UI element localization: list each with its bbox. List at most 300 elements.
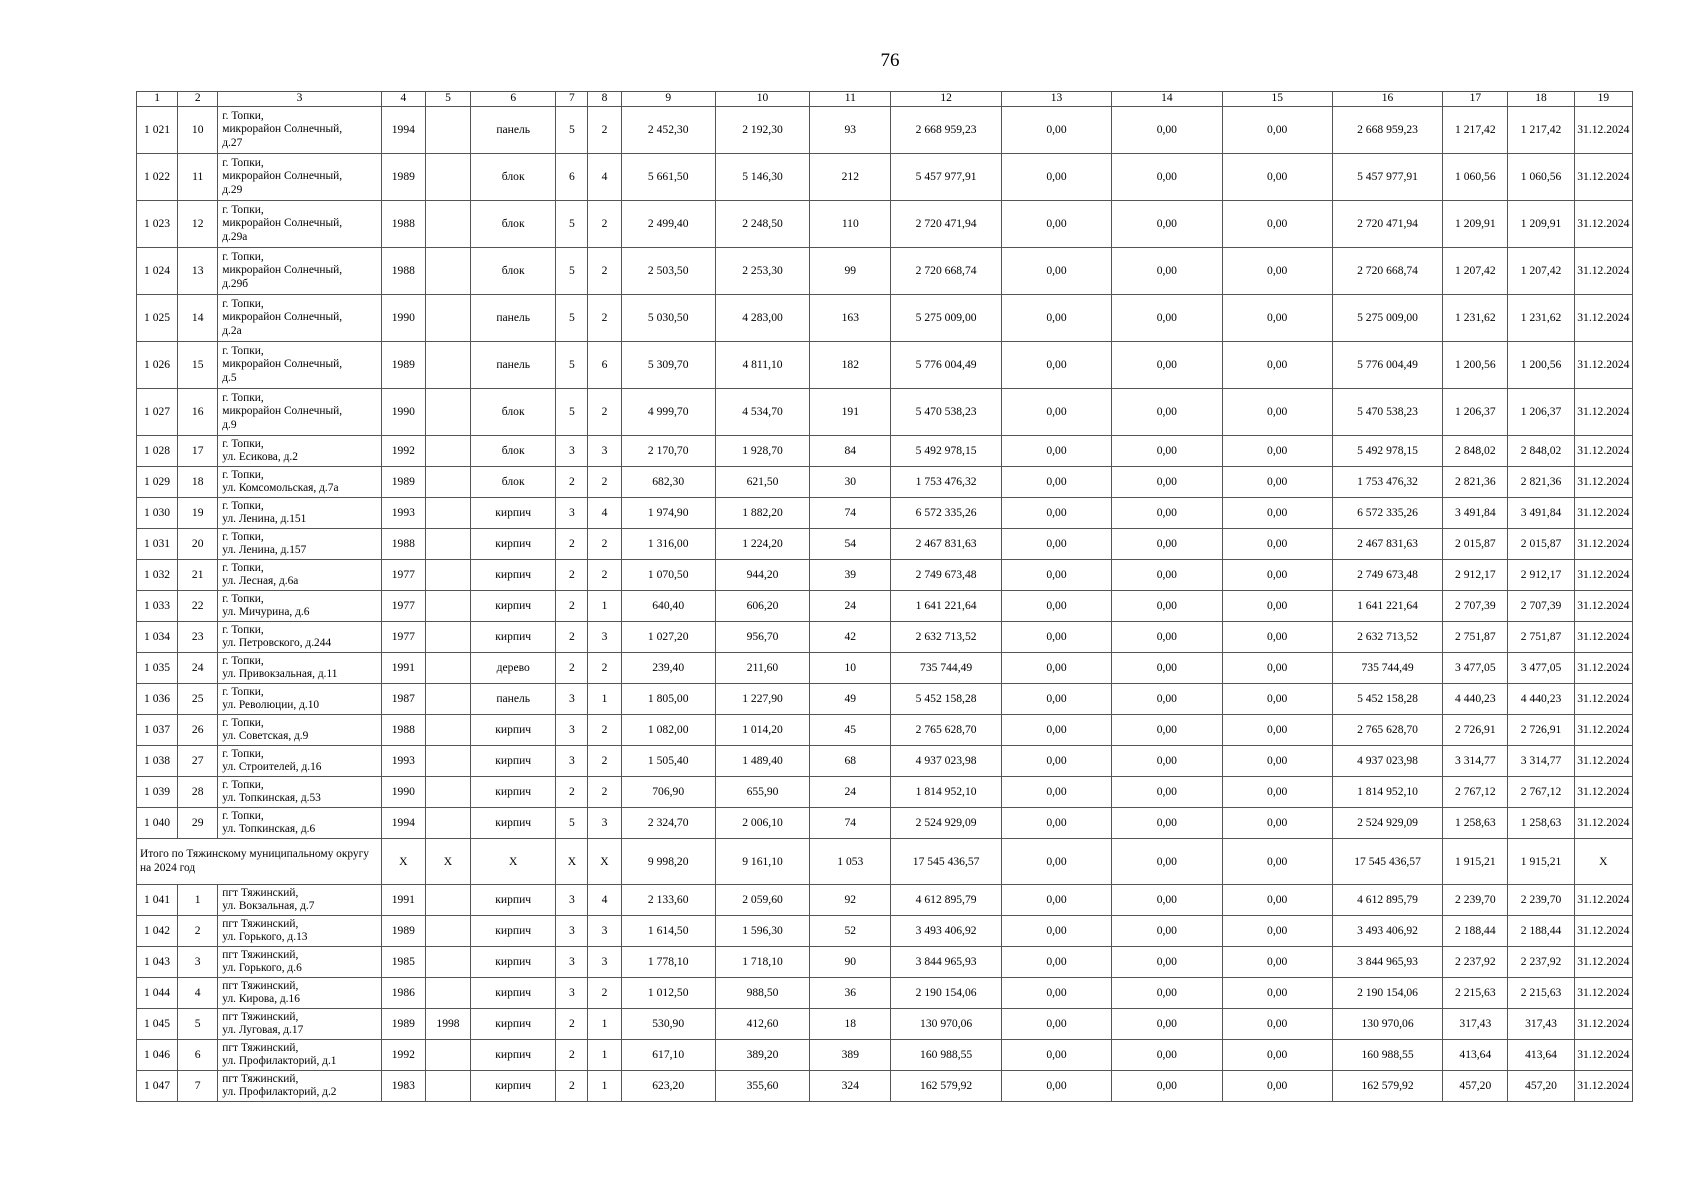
address-line: ул. Есикова, д.2 — [222, 451, 298, 463]
column-header-19: 19 — [1574, 92, 1632, 107]
cell-c4: 1994 — [381, 808, 425, 839]
cell-c15: 0,00 — [1222, 1071, 1332, 1102]
cell-c8: 1 — [588, 1071, 621, 1102]
cell-c10: 621,50 — [715, 467, 809, 498]
cell-c18: 2 215,63 — [1508, 978, 1574, 1009]
cell-c2: 18 — [178, 467, 218, 498]
cell-c10: 4 283,00 — [715, 295, 809, 342]
cell-c6: кирпич — [471, 498, 556, 529]
cell-c16: 2 720 668,74 — [1332, 248, 1442, 295]
cell-address — [218, 591, 382, 622]
cell-c7: 2 — [556, 1009, 588, 1040]
table-row — [137, 978, 1633, 1009]
table-row — [137, 622, 1633, 653]
cell-c1: 1 038 — [137, 746, 178, 777]
cell-c17: 3 491,84 — [1443, 498, 1508, 529]
cell-c8: 1 — [588, 684, 621, 715]
cell-address — [218, 248, 382, 295]
cell-c6: панель — [471, 684, 556, 715]
table-row — [137, 1009, 1633, 1040]
cell-c9: 1 070,50 — [621, 560, 715, 591]
column-number-header — [137, 92, 1633, 107]
cell-c10: 211,60 — [715, 653, 809, 684]
cell-address — [218, 436, 382, 467]
cell-c2: 7 — [178, 1071, 218, 1102]
cell-c9: 2 503,50 — [621, 248, 715, 295]
column-header-16: 16 — [1332, 92, 1442, 107]
cell-c4: 1993 — [381, 498, 425, 529]
cell-c7: 2 — [556, 560, 588, 591]
cell-c11: 93 — [810, 107, 891, 154]
cell-c17: 413,64 — [1443, 1040, 1508, 1071]
address-line: д.5 — [222, 371, 237, 384]
cell-c8: 3 — [588, 947, 621, 978]
cell-c19: 31.12.2024 — [1574, 885, 1632, 916]
cell-c6: панель — [471, 342, 556, 389]
cell-c14: 0,00 — [1112, 916, 1222, 947]
cell-c7: 2 — [556, 653, 588, 684]
cell-c10: 412,60 — [715, 1009, 809, 1040]
total-label: Итого по Тяжинскому муниципальному округу на 2024 год — [137, 839, 382, 885]
cell-c7: 5 — [556, 389, 588, 436]
cell-c10: 1 718,10 — [715, 947, 809, 978]
address-line: г. Топки, — [222, 654, 264, 667]
cell-c4: 1988 — [381, 248, 425, 295]
cell-c5 — [425, 916, 470, 947]
cell-c13: 0,00 — [1001, 295, 1111, 342]
table-row — [137, 808, 1633, 839]
cell-c14: 0,00 — [1112, 498, 1222, 529]
cell-c6: панель — [471, 107, 556, 154]
cell-address — [218, 107, 382, 154]
cell-c9: 1 027,20 — [621, 622, 715, 653]
address-line: ул. Топкинская, д.53 — [222, 792, 321, 804]
cell-c10: 655,90 — [715, 777, 809, 808]
cell-c11: 42 — [810, 622, 891, 653]
cell-c14: 0,00 — [1112, 295, 1222, 342]
cell-c1: 1 037 — [137, 715, 178, 746]
cell-c2: 24 — [178, 653, 218, 684]
cell-c9: 1 614,50 — [621, 916, 715, 947]
cell-c2: 4 — [178, 978, 218, 1009]
cell-c16: 2 749 673,48 — [1332, 560, 1442, 591]
cell-c14: 0,00 — [1112, 684, 1222, 715]
cell-c17: 1 060,56 — [1443, 154, 1508, 201]
cell-address — [218, 715, 382, 746]
cell-c12: 2 524 929,09 — [891, 808, 1001, 839]
total-cell-c19: X — [1574, 839, 1632, 885]
cell-c12: 6 572 335,26 — [891, 498, 1001, 529]
cell-c12: 2 467 831,63 — [891, 529, 1001, 560]
column-header-3: 3 — [218, 92, 382, 107]
cell-c5 — [425, 947, 470, 978]
cell-c5 — [425, 978, 470, 1009]
cell-c9: 2 452,30 — [621, 107, 715, 154]
cell-c5 — [425, 529, 470, 560]
cell-c10: 2 006,10 — [715, 808, 809, 839]
table-row — [137, 1071, 1633, 1102]
cell-c10: 355,60 — [715, 1071, 809, 1102]
cell-c14: 0,00 — [1112, 342, 1222, 389]
cell-address — [218, 201, 382, 248]
address-line: ул. Лесная, д.6а — [222, 575, 299, 587]
cell-c19: 31.12.2024 — [1574, 947, 1632, 978]
cell-c16: 2 668 959,23 — [1332, 107, 1442, 154]
cell-c13: 0,00 — [1001, 529, 1111, 560]
address-line: пгт Тяжинский, — [222, 1041, 299, 1054]
cell-c4: 1983 — [381, 1071, 425, 1102]
cell-c1: 1 021 — [137, 107, 178, 154]
cell-c14: 0,00 — [1112, 248, 1222, 295]
cell-c13: 0,00 — [1001, 201, 1111, 248]
cell-c9: 1 012,50 — [621, 978, 715, 1009]
cell-c14: 0,00 — [1112, 154, 1222, 201]
cell-c13: 0,00 — [1001, 498, 1111, 529]
cell-c11: 90 — [810, 947, 891, 978]
cell-c1: 1 044 — [137, 978, 178, 1009]
cell-c17: 1 209,91 — [1443, 201, 1508, 248]
cell-c8: 2 — [588, 248, 621, 295]
cell-c10: 1 596,30 — [715, 916, 809, 947]
cell-c2: 29 — [178, 808, 218, 839]
cell-c5 — [425, 201, 470, 248]
cell-c17: 457,20 — [1443, 1071, 1508, 1102]
cell-c4: 1977 — [381, 591, 425, 622]
cell-c12: 5 776 004,49 — [891, 342, 1001, 389]
cell-c16: 5 457 977,91 — [1332, 154, 1442, 201]
cell-c5 — [425, 248, 470, 295]
cell-c19: 31.12.2024 — [1574, 916, 1632, 947]
cell-c9: 530,90 — [621, 1009, 715, 1040]
address-line: д.29б — [222, 277, 249, 290]
cell-c4: 1988 — [381, 201, 425, 248]
cell-c14: 0,00 — [1112, 529, 1222, 560]
cell-c4: 1991 — [381, 885, 425, 916]
cell-c12: 5 457 977,91 — [891, 154, 1001, 201]
cell-c4: 1988 — [381, 715, 425, 746]
table-row — [137, 436, 1633, 467]
cell-c4: 1990 — [381, 389, 425, 436]
cell-c12: 735 744,49 — [891, 653, 1001, 684]
cell-c13: 0,00 — [1001, 467, 1111, 498]
cell-c18: 1 206,37 — [1508, 389, 1574, 436]
cell-c15: 0,00 — [1222, 467, 1332, 498]
address-line: д.29 — [222, 183, 243, 196]
cell-c11: 30 — [810, 467, 891, 498]
cell-c11: 182 — [810, 342, 891, 389]
cell-c15: 0,00 — [1222, 529, 1332, 560]
cell-c16: 4 612 895,79 — [1332, 885, 1442, 916]
table-row — [137, 107, 1633, 154]
cell-c7: 5 — [556, 201, 588, 248]
cell-c4: 1977 — [381, 560, 425, 591]
cell-c1: 1 039 — [137, 777, 178, 808]
cell-c14: 0,00 — [1112, 467, 1222, 498]
cell-c12: 2 190 154,06 — [891, 978, 1001, 1009]
cell-c8: 3 — [588, 436, 621, 467]
cell-c1: 1 033 — [137, 591, 178, 622]
cell-c6: кирпич — [471, 947, 556, 978]
cell-c9: 239,40 — [621, 653, 715, 684]
cell-c8: 2 — [588, 201, 621, 248]
cell-c15: 0,00 — [1222, 684, 1332, 715]
cell-c13: 0,00 — [1001, 684, 1111, 715]
cell-c18: 2 848,02 — [1508, 436, 1574, 467]
total-cell-c17: 1 915,21 — [1443, 839, 1508, 885]
cell-c17: 1 206,37 — [1443, 389, 1508, 436]
cell-c8: 3 — [588, 622, 621, 653]
cell-c15: 0,00 — [1222, 295, 1332, 342]
cell-c11: 10 — [810, 653, 891, 684]
cell-c14: 0,00 — [1112, 808, 1222, 839]
cell-c9: 640,40 — [621, 591, 715, 622]
table-row — [137, 248, 1633, 295]
cell-c10: 2 192,30 — [715, 107, 809, 154]
total-cell-c13: 0,00 — [1001, 839, 1111, 885]
cell-c9: 4 999,70 — [621, 389, 715, 436]
cell-c2: 1 — [178, 885, 218, 916]
table-row — [137, 916, 1633, 947]
cell-c5 — [425, 342, 470, 389]
table-row — [137, 684, 1633, 715]
cell-c19: 31.12.2024 — [1574, 777, 1632, 808]
cell-c2: 5 — [178, 1009, 218, 1040]
cell-c13: 0,00 — [1001, 947, 1111, 978]
cell-c18: 2 751,87 — [1508, 622, 1574, 653]
cell-c5 — [425, 622, 470, 653]
cell-c1: 1 043 — [137, 947, 178, 978]
cell-c1: 1 041 — [137, 885, 178, 916]
total-cell-c10: 9 161,10 — [715, 839, 809, 885]
table-row — [137, 342, 1633, 389]
cell-c11: 163 — [810, 295, 891, 342]
cell-c11: 24 — [810, 591, 891, 622]
cell-c7: 6 — [556, 154, 588, 201]
cell-c1: 1 026 — [137, 342, 178, 389]
cell-c1: 1 034 — [137, 622, 178, 653]
cell-c2: 11 — [178, 154, 218, 201]
cell-c1: 1 045 — [137, 1009, 178, 1040]
cell-c13: 0,00 — [1001, 107, 1111, 154]
cell-c15: 0,00 — [1222, 622, 1332, 653]
cell-c4: 1989 — [381, 467, 425, 498]
cell-c7: 3 — [556, 715, 588, 746]
cell-c11: 24 — [810, 777, 891, 808]
cell-c12: 3 844 965,93 — [891, 947, 1001, 978]
cell-c5 — [425, 107, 470, 154]
table-row — [137, 947, 1633, 978]
address-line: г. Топки, — [222, 392, 264, 405]
address-line: г. Топки, — [222, 592, 264, 605]
cell-c7: 3 — [556, 746, 588, 777]
cell-c5: 1998 — [425, 1009, 470, 1040]
cell-c7: 3 — [556, 436, 588, 467]
cell-c5 — [425, 1071, 470, 1102]
cell-address — [218, 885, 382, 916]
cell-c7: 2 — [556, 591, 588, 622]
cell-c19: 31.12.2024 — [1574, 248, 1632, 295]
cell-c18: 1 060,56 — [1508, 154, 1574, 201]
cell-c9: 1 778,10 — [621, 947, 715, 978]
cell-c1: 1 027 — [137, 389, 178, 436]
cell-c15: 0,00 — [1222, 777, 1332, 808]
cell-c18: 2 239,70 — [1508, 885, 1574, 916]
cell-c4: 1989 — [381, 916, 425, 947]
cell-c10: 1 489,40 — [715, 746, 809, 777]
cell-c17: 2 188,44 — [1443, 916, 1508, 947]
cell-c16: 5 452 158,28 — [1332, 684, 1442, 715]
cell-c16: 2 190 154,06 — [1332, 978, 1442, 1009]
cell-c11: 52 — [810, 916, 891, 947]
cell-c15: 0,00 — [1222, 978, 1332, 1009]
column-header-18: 18 — [1508, 92, 1574, 107]
cell-c18: 2 821,36 — [1508, 467, 1574, 498]
cell-c19: 31.12.2024 — [1574, 746, 1632, 777]
cell-c19: 31.12.2024 — [1574, 684, 1632, 715]
cell-c5 — [425, 560, 470, 591]
table-row — [137, 154, 1633, 201]
address-line: ул. Ленина, д.151 — [222, 513, 307, 525]
cell-c16: 2 467 831,63 — [1332, 529, 1442, 560]
cell-c13: 0,00 — [1001, 777, 1111, 808]
column-header-7: 7 — [556, 92, 588, 107]
cell-c12: 1 753 476,32 — [891, 467, 1001, 498]
address-line: пгт Тяжинский, — [222, 886, 299, 899]
cell-c16: 2 720 471,94 — [1332, 201, 1442, 248]
cell-c12: 3 493 406,92 — [891, 916, 1001, 947]
address-line: пгт Тяжинский, — [222, 1072, 299, 1085]
cell-c2: 26 — [178, 715, 218, 746]
cell-c18: 1 209,91 — [1508, 201, 1574, 248]
cell-c10: 988,50 — [715, 978, 809, 1009]
column-header-15: 15 — [1222, 92, 1332, 107]
cell-c4: 1994 — [381, 107, 425, 154]
cell-c1: 1 031 — [137, 529, 178, 560]
cell-c4: 1987 — [381, 684, 425, 715]
address-line: ул. Петровского, д.244 — [222, 637, 332, 649]
cell-c6: кирпич — [471, 1009, 556, 1040]
cell-c7: 3 — [556, 978, 588, 1009]
cell-c12: 4 937 023,98 — [891, 746, 1001, 777]
cell-c7: 2 — [556, 622, 588, 653]
cell-c4: 1992 — [381, 436, 425, 467]
address-line: д.27 — [222, 136, 243, 149]
cell-c2: 13 — [178, 248, 218, 295]
cell-address — [218, 560, 382, 591]
table-row — [137, 885, 1633, 916]
total-cell-c12: 17 545 436,57 — [891, 839, 1001, 885]
table-row — [137, 389, 1633, 436]
total-cell-c5: X — [425, 839, 470, 885]
cell-c16: 5 776 004,49 — [1332, 342, 1442, 389]
cell-c18: 3 477,05 — [1508, 653, 1574, 684]
cell-c1: 1 036 — [137, 684, 178, 715]
cell-address — [218, 1009, 382, 1040]
address-line: г. Топки, — [222, 468, 264, 481]
cell-address — [218, 295, 382, 342]
column-header-1: 1 — [137, 92, 178, 107]
cell-c6: кирпич — [471, 715, 556, 746]
cell-c9: 1 082,00 — [621, 715, 715, 746]
table-row — [137, 746, 1633, 777]
address-line: ул. Горького, д.13 — [222, 931, 308, 943]
cell-c10: 4 811,10 — [715, 342, 809, 389]
address-line: ул. Комсомольская, д.7а — [222, 482, 339, 494]
address-line: микрорайон Солнечный, — [222, 123, 343, 136]
cell-c13: 0,00 — [1001, 808, 1111, 839]
cell-c6: блок — [471, 436, 556, 467]
cell-c1: 1 022 — [137, 154, 178, 201]
cell-c6: кирпич — [471, 560, 556, 591]
cell-c13: 0,00 — [1001, 715, 1111, 746]
total-cell-c8: X — [588, 839, 621, 885]
cell-c6: кирпич — [471, 591, 556, 622]
cell-c4: 1988 — [381, 529, 425, 560]
cell-c13: 0,00 — [1001, 1009, 1111, 1040]
cell-c9: 2 499,40 — [621, 201, 715, 248]
total-cell-c9: 9 998,20 — [621, 839, 715, 885]
cell-c4: 1989 — [381, 154, 425, 201]
cell-c6: блок — [471, 248, 556, 295]
cell-c16: 5 492 978,15 — [1332, 436, 1442, 467]
address-line: пгт Тяжинский, — [222, 917, 299, 930]
cell-c11: 74 — [810, 808, 891, 839]
cell-c19: 31.12.2024 — [1574, 591, 1632, 622]
total-cell-c18: 1 915,21 — [1508, 839, 1574, 885]
address-line: ул. Профилакторий, д.2 — [222, 1086, 337, 1098]
cell-c13: 0,00 — [1001, 885, 1111, 916]
cell-c4: 1992 — [381, 1040, 425, 1071]
total-cell-c15: 0,00 — [1222, 839, 1332, 885]
cell-c15: 0,00 — [1222, 154, 1332, 201]
cell-c13: 0,00 — [1001, 342, 1111, 389]
cell-c6: кирпич — [471, 978, 556, 1009]
cell-c6: блок — [471, 154, 556, 201]
cell-address — [218, 154, 382, 201]
cell-c19: 31.12.2024 — [1574, 529, 1632, 560]
column-header-12: 12 — [891, 92, 1001, 107]
cell-c7: 5 — [556, 808, 588, 839]
cell-c1: 1 040 — [137, 808, 178, 839]
cell-c18: 1 258,63 — [1508, 808, 1574, 839]
cell-c19: 31.12.2024 — [1574, 978, 1632, 1009]
cell-c6: кирпич — [471, 916, 556, 947]
cell-c13: 0,00 — [1001, 1071, 1111, 1102]
cell-c2: 27 — [178, 746, 218, 777]
cell-c2: 20 — [178, 529, 218, 560]
cell-c12: 5 470 538,23 — [891, 389, 1001, 436]
cell-c8: 1 — [588, 1040, 621, 1071]
cell-c19: 31.12.2024 — [1574, 342, 1632, 389]
cell-c11: 92 — [810, 885, 891, 916]
cell-c5 — [425, 389, 470, 436]
housing-table — [136, 91, 1633, 1102]
cell-c13: 0,00 — [1001, 622, 1111, 653]
cell-c19: 31.12.2024 — [1574, 560, 1632, 591]
cell-c17: 2 239,70 — [1443, 885, 1508, 916]
cell-c18: 3 314,77 — [1508, 746, 1574, 777]
cell-c10: 956,70 — [715, 622, 809, 653]
cell-c18: 2 726,91 — [1508, 715, 1574, 746]
cell-c16: 130 970,06 — [1332, 1009, 1442, 1040]
cell-c11: 191 — [810, 389, 891, 436]
cell-c10: 4 534,70 — [715, 389, 809, 436]
cell-c2: 15 — [178, 342, 218, 389]
cell-c5 — [425, 295, 470, 342]
cell-c13: 0,00 — [1001, 436, 1111, 467]
column-header-11: 11 — [810, 92, 891, 107]
cell-c6: блок — [471, 389, 556, 436]
